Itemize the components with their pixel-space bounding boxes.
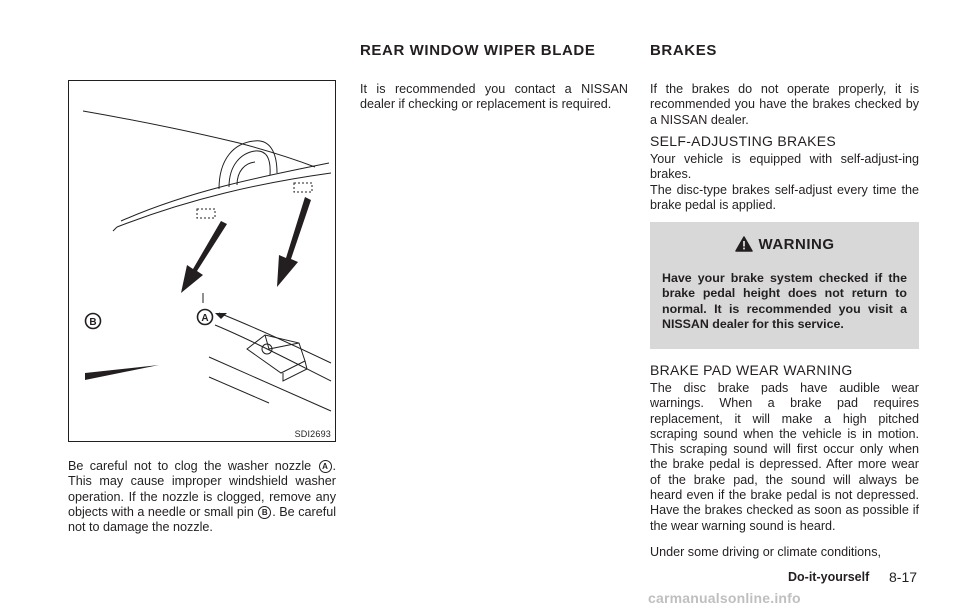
rear-wiper-paragraph: It is recommended you contact a NISSAN dealer if checking or replacement is required. (360, 82, 628, 112)
self-adjusting-paragraph-1: Your vehicle is equipped with self-adjust-ing brakes. (650, 152, 919, 182)
self-adjusting-paragraph-2: The disc-type brakes self-adjust every time the brake pedal is applied. (650, 183, 919, 213)
needle-icon (85, 365, 159, 380)
warning-box (650, 222, 919, 349)
pad-wear-paragraph-1: The disc brake pads have audible wear warnings. When a brake pad requires replacement, it will make a high pitched scraping sound when the vehicle is in motion. This scraping sound will first occur only when the brake pedal is depressed. After more wear of the brake pad, the sound will always be heard even if the brake pedal is not depressed. Have the brakes checked as soon as possible if the wear warning sound is heard. (650, 381, 919, 533)
ref-a-marker: A (319, 460, 332, 473)
washer-text-1: Be careful not to clog the washer nozzle (68, 459, 312, 473)
arrow-icon (277, 197, 311, 287)
washer-nozzle-diagram (69, 81, 337, 443)
illustration-figure (68, 80, 336, 442)
washer-text-3: . Be careful not to damage the nozzle. (68, 504, 336, 535)
svg-text:A: A (201, 313, 209, 324)
washer-nozzle-paragraph (68, 459, 336, 535)
warning-text: Have your brake system checked if the brake pedal height does not return to normal. It is recommended you visit a NISSAN dealer for this service. (662, 271, 907, 332)
self-adjusting-heading: SELF-ADJUSTING BRAKES (650, 133, 837, 149)
svg-text:B: B (89, 317, 97, 328)
brakes-intro-paragraph: If the brakes do not operate properly, it is recommended you have the brakes checked by a NISSAN dealer. (650, 82, 919, 127)
label-b-marker (86, 314, 101, 329)
pad-wear-paragraph-2: Under some driving or climate conditions, (650, 545, 881, 559)
footer-section-name: Do-it-yourself (788, 570, 870, 584)
page-number: 8-17 (889, 569, 918, 585)
pad-wear-heading: BRAKE PAD WEAR WARNING (650, 362, 853, 378)
rear-wiper-heading: REAR WINDOW WIPER BLADE (360, 42, 596, 59)
label-a-marker (198, 310, 213, 325)
arrow-icon (181, 221, 227, 293)
figure-code: SDI2693 (294, 429, 331, 439)
warning-triangle-icon (735, 236, 753, 252)
washer-text-2: . This may cause improper windshield washer operation. If the nozzle is clogged, remove any objects with a needle or small pin (68, 459, 336, 519)
warning-title-text: WARNING (758, 236, 835, 253)
watermark: carmanualsonline.info (648, 590, 801, 606)
brakes-heading: BRAKES (650, 42, 717, 59)
warning-title (650, 236, 919, 253)
ref-b-marker: B (258, 506, 271, 519)
